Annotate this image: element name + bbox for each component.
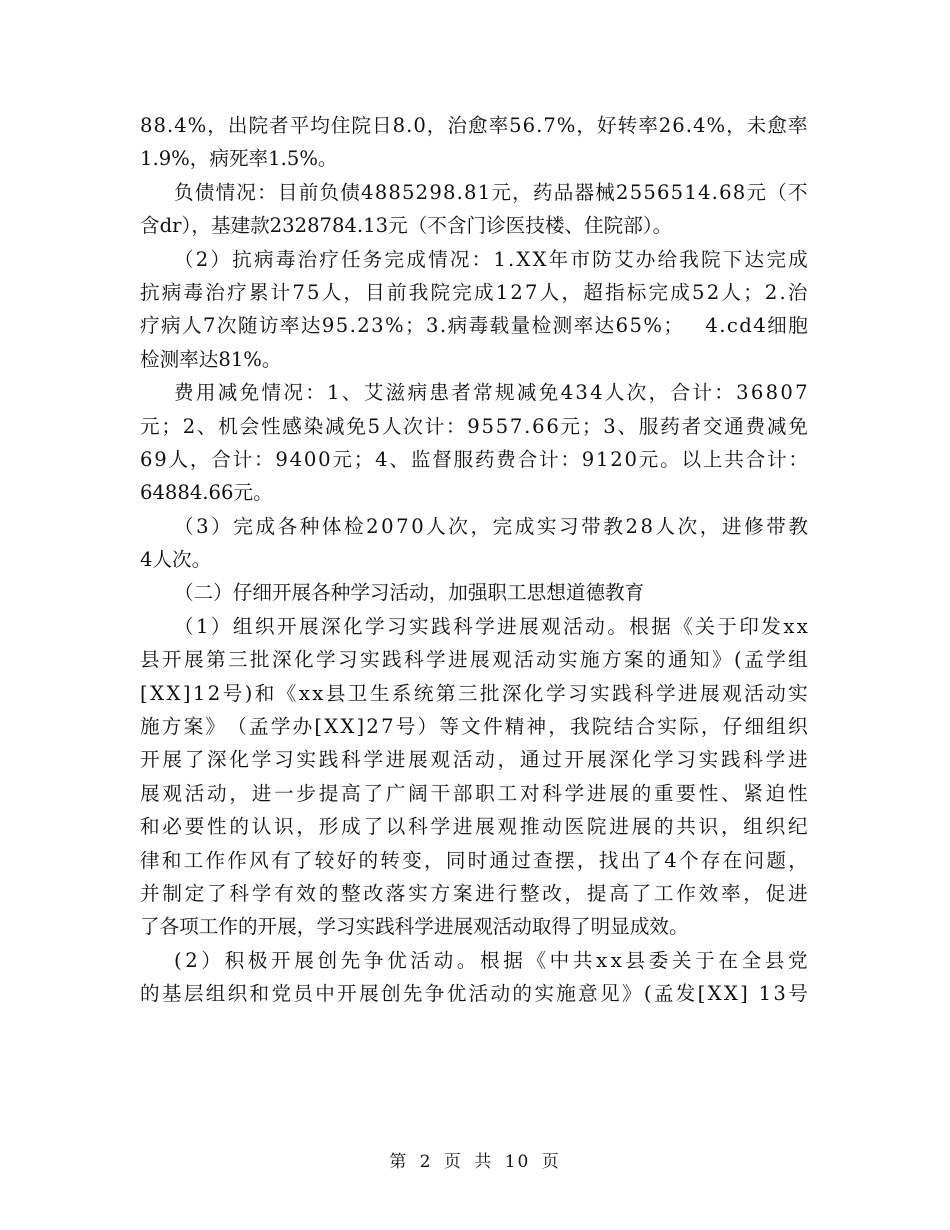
- text-line: 费 用 减 免 情 况 ： 1 、 艾 滋 病 患 者 常 规 减 免 4 3 4 人 次 ， 合 计 ： 3 6 8 0 7: [174, 381, 808, 405]
- text-line: （二）仔细开展各种学习活动，加强职工思想道德教育: [174, 581, 645, 605]
- text-line: [ X X ] 1 2 号 ) 和 《 x x 县 卫 生 系 统 第 三 批 深 化 学 习 实 践 科 学 进 展 观 活 动 实: [140, 681, 808, 705]
- text-line: 律 和 工 作 作 风 有 了 较 好 的 转 变 ， 同 时 通 过 查 摆 ， 找 出 了 4 个 存 在 问 题 ，: [140, 848, 808, 872]
- text-line: 64884.66元。: [140, 481, 273, 505]
- text-line: 4人次。: [140, 548, 212, 572]
- document-body: [140, 109, 808, 1011]
- text-line: 元 ； 2 、 机 会 性 感 染 减 免 5 人 次 计 ： 9 5 5 7 . 6 6 元 ； 3 、 服 药 者 交 通 费 减 免: [140, 414, 808, 438]
- text-line: 1.9%，病死率1.5%。: [140, 147, 338, 171]
- text-line: ( 2 ） 积 极 开 展 创 先 争 优 活 动 。 根 据 《 中 共 x x 县 委 关 于 在 全 县 党: [174, 948, 808, 972]
- text-line: 含dr），基建款2328784.13元（不含门诊医技楼、住院部）。: [140, 214, 673, 238]
- text-line: 的 基 层 组 织 和 党 员 中 开 展 创 先 争 优 活 动 的 实 施 意 见 》 ( 孟 发 [ X X ] 1 3 号: [140, 982, 808, 1006]
- page-footer: 第 2 页 共 10 页: [389, 1152, 561, 1172]
- text-line: 抗 病 毒 治 疗 累 计 7 5 人 ， 目 前 我 院 完 成 1 2 7 人 ， 超 指 标 完 成 5 2 人 ； 2 . 治: [140, 280, 808, 304]
- text-line: 展 观 活 动 ， 进 一 步 提 高 了 广 阔 干 部 职 工 对 科 学 进 展 的 重 要 性 、 紧 迫 性: [140, 781, 808, 805]
- text-line: 并 制 定 了 科 学 有 效 的 整 改 落 实 方 案 进 行 整 改 ， 提 高 了 工 作 效 率 ， 促 进: [140, 881, 808, 905]
- text-line: 开 展 了 深 化 学 习 实 践 科 学 进 展 观 活 动 ， 通 过 开 展 深 化 学 习 实 践 科 学 进: [140, 748, 808, 772]
- text-line: 县 开 展 第 三 批 深 化 学 习 实 践 科 学 进 展 观 活 动 实 施 方 案 的 通 知 》 ( 孟 学 组: [140, 648, 808, 672]
- text-line: 负 债 情 况 ： 目 前 负 债 4 8 8 5 2 9 8 . 8 1 元 ， 药 品 器 械 2 5 5 6 5 1 4 . 6 8 元 （ 不: [174, 180, 808, 204]
- text-line: （ 2 ） 抗 病 毒 治 疗 任 务 完 成 情 况 ： 1 . X X 年 市 防 艾 办 给 我 院 下 达 完 成: [174, 247, 808, 271]
- text-line: 疗 病 人 7 次 随 访 率 达 9 5 . 2 3 % ； 3 . 病 毒 载 量 检 测 率 达 6 5 % ； 4 . c d 4 细 胞: [140, 314, 808, 338]
- text-line: 检测率达81%。: [140, 347, 282, 371]
- text-line: 施 方 案 》 （ 孟 学 办 [ X X ] 2 7 号 ） 等 文 件 精 神 ， 我 院 结 合 实 际 ， 仔 细 组 织: [140, 715, 808, 739]
- text-line: （ 1 ） 组 织 开 展 深 化 学 习 实 践 科 学 进 展 观 活 动 。 根 据 《 关 于 印 发 x x: [174, 614, 808, 638]
- text-line: 8 8 . 4 % ， 出 院 者 平 均 住 院 日 8 . 0 ， 治 愈 率 5 6 . 7 % ， 好 转 率 2 6 . 4 % ， 未 愈 率: [140, 114, 808, 137]
- text-line: （ 3 ） 完 成 各 种 体 检 2 0 7 0 人 次 ， 完 成 实 习 带 教 2 8 人 次 ， 进 修 带 教: [174, 514, 808, 538]
- text-line: 和 必 要 性 的 认 识 ， 形 成 了 以 科 学 进 展 观 推 动 医 院 进 展 的 共 识 ， 组 织 纪: [140, 815, 808, 839]
- text-line: 6 9 人 ， 合 计 ： 9 4 0 0 元 ； 4 、 监 督 服 药 费 合 计 ： 9 1 2 0 元 。 以 上 共 合 计 ：: [140, 447, 808, 471]
- text-line: 了各项工作的开展，学习实践科学进展观活动取得了明显成效。: [140, 915, 689, 939]
